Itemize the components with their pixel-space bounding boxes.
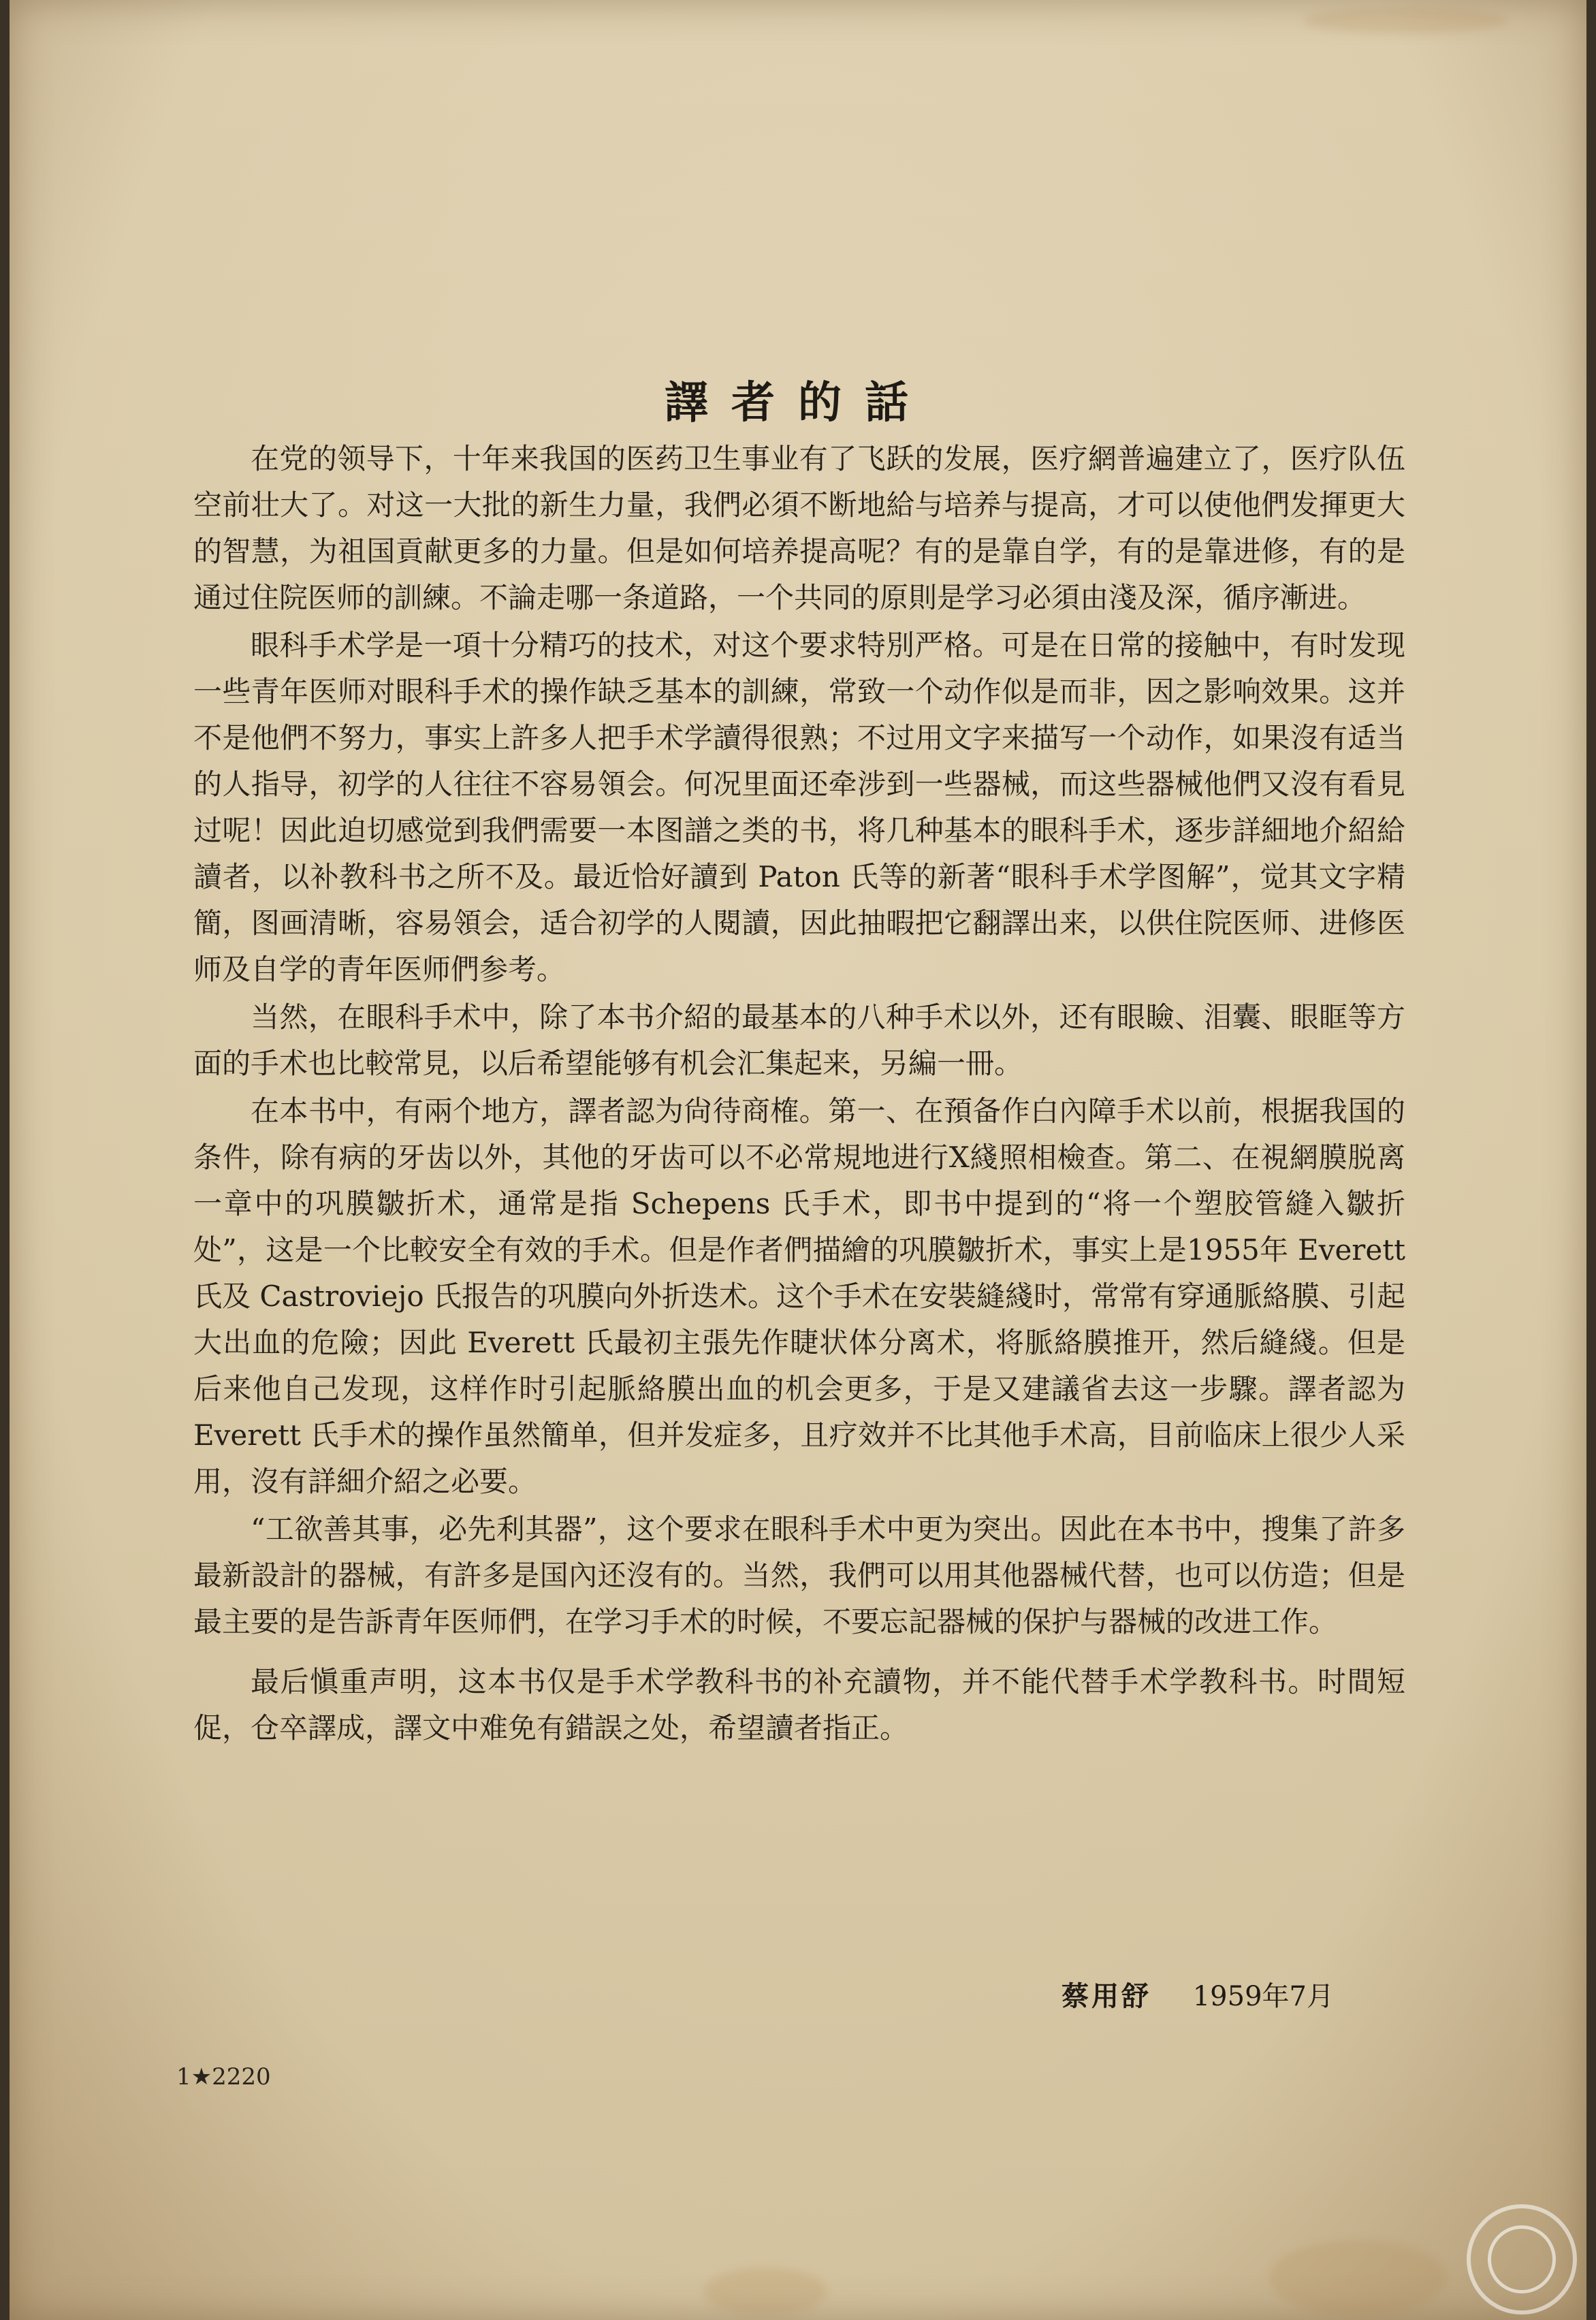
- seal-inner-ring: [1488, 2225, 1556, 2293]
- paragraph-3: 当然，在眼科手术中，除了本书介紹的最基本的八种手术以外，还有眼瞼、泪囊、眼眶等方面的手术也比較常見，以后希望能够有机会汇集起来，另編一冊。: [193, 1000, 1405, 1080]
- signature-date: 1959年7月: [1192, 1981, 1334, 2012]
- paragraph-4: 在本书中，有兩个地方，譯者認为尙待商榷。第一、在預备作白內障手术以前，根据我国的条件，除有病的牙齿以外，其他的牙齿可以不必常規地进行X綫照相檢查。第二、在視網膜脱离一章中的巩膜皺折术，通常是指 Schepens 氏手术，即书中提到的“将一个塑胶管縫入皺折处”，这是一个比較安全有效的手术。但是作者們描繪的巩膜皺折术，事实上是1955年 Everett 氏及 Castroviejo 氏报告的巩膜向外折迭术。这个手术在安裝縫綫时，常常有穿通脈絡膜、引起大出血的危險；因此 Everett 氏最初主張先作睫状体分离术，将脈絡膜推开，然后縫綫。但是后来他自己发现，这样作时引起脈絡膜出血的机会更多，于是又建議省去这一步驟。譯者認为 Everett 氏手术的操作虽然簡单，但并发症多，且疗效并不比其他手术高，目前临床上很少人采用，沒有詳細介紹之必要。: [193, 1094, 1405, 1498]
- library-seal-icon: [1467, 2204, 1577, 2315]
- paragraph-1: 在党的领导下，十年来我国的医药卫生事业有了飞跃的发展，医疗網普遍建立了，医疗队伍空前壮大了。对这一大批的新生力量，我們必須不断地給与培养与提高，才可以使他們发揮更大的智慧，为祖国貢献更多的力量。但是如何培养提高呢？有的是靠自学，有的是靠进修，有的是通过住院医师的訓練。不論走哪一条道路，一个共同的原則是学习必須由淺及深，循序漸进。: [193, 442, 1405, 614]
- paragraph-2: 眼科手术学是一項十分精巧的技术，对这个要求特別严格。可是在日常的接触中，有时发现一些青年医师对眼科手术的操作缺乏基本的訓練，常致一个动作似是而非，因之影响效果。这并不是他們不努力，事实上許多人把手术学讀得很熟；不过用文字来描写一个动作，如果沒有适当的人指导，初学的人往往不容易領会。何况里面还牵涉到一些器械，而这些器械他們又沒有看見过呢！因此迫切感觉到我們需要一本图譜之类的书，将几种基本的眼科手术，逐步詳細地介紹給讀者，以补教科书之所不及。最近恰好讀到 Paton 氏等的新著“眼科手术学图解”，觉其文字精簡，图画清晰，容易領会，适合初学的人閱讀，因此抽暇把它翻譯出来，以供住院医师、进修医师及自学的青年医师們参考。: [193, 629, 1405, 986]
- page-stain: [1269, 2240, 1446, 2315]
- translator-name: 蔡用舒: [1062, 1980, 1151, 2012]
- paragraph-6: 最后愼重声明，这本书仅是手术学教科书的补充讀物，并不能代替手术学教科书。时間短促，仓卒譯成，譯文中难免有錯誤之处，希望讀者指正。: [193, 1665, 1405, 1745]
- page-title: 譯者的話: [665, 377, 931, 428]
- preface-body: [193, 436, 1405, 1753]
- scanned-page: [10, 0, 1586, 2320]
- catalog-number: 1★2220: [176, 2063, 271, 2091]
- translator-signature: [1062, 1975, 1334, 2014]
- paragraph-5: “工欲善其事，必先利其器”，这个要求在眼科手术中更为突出。因此在本书中，搜集了許多最新設計的器械，有許多是国內还沒有的。当然，我們可以用其他器械代替，也可以仿造；但是最主要的是告訴青年医师們，在学习手术的时候，不要忘記器械的保护与器械的改进工作。: [193, 1512, 1405, 1638]
- page-stain: [1303, 7, 1507, 34]
- page-stain: [704, 2268, 827, 2315]
